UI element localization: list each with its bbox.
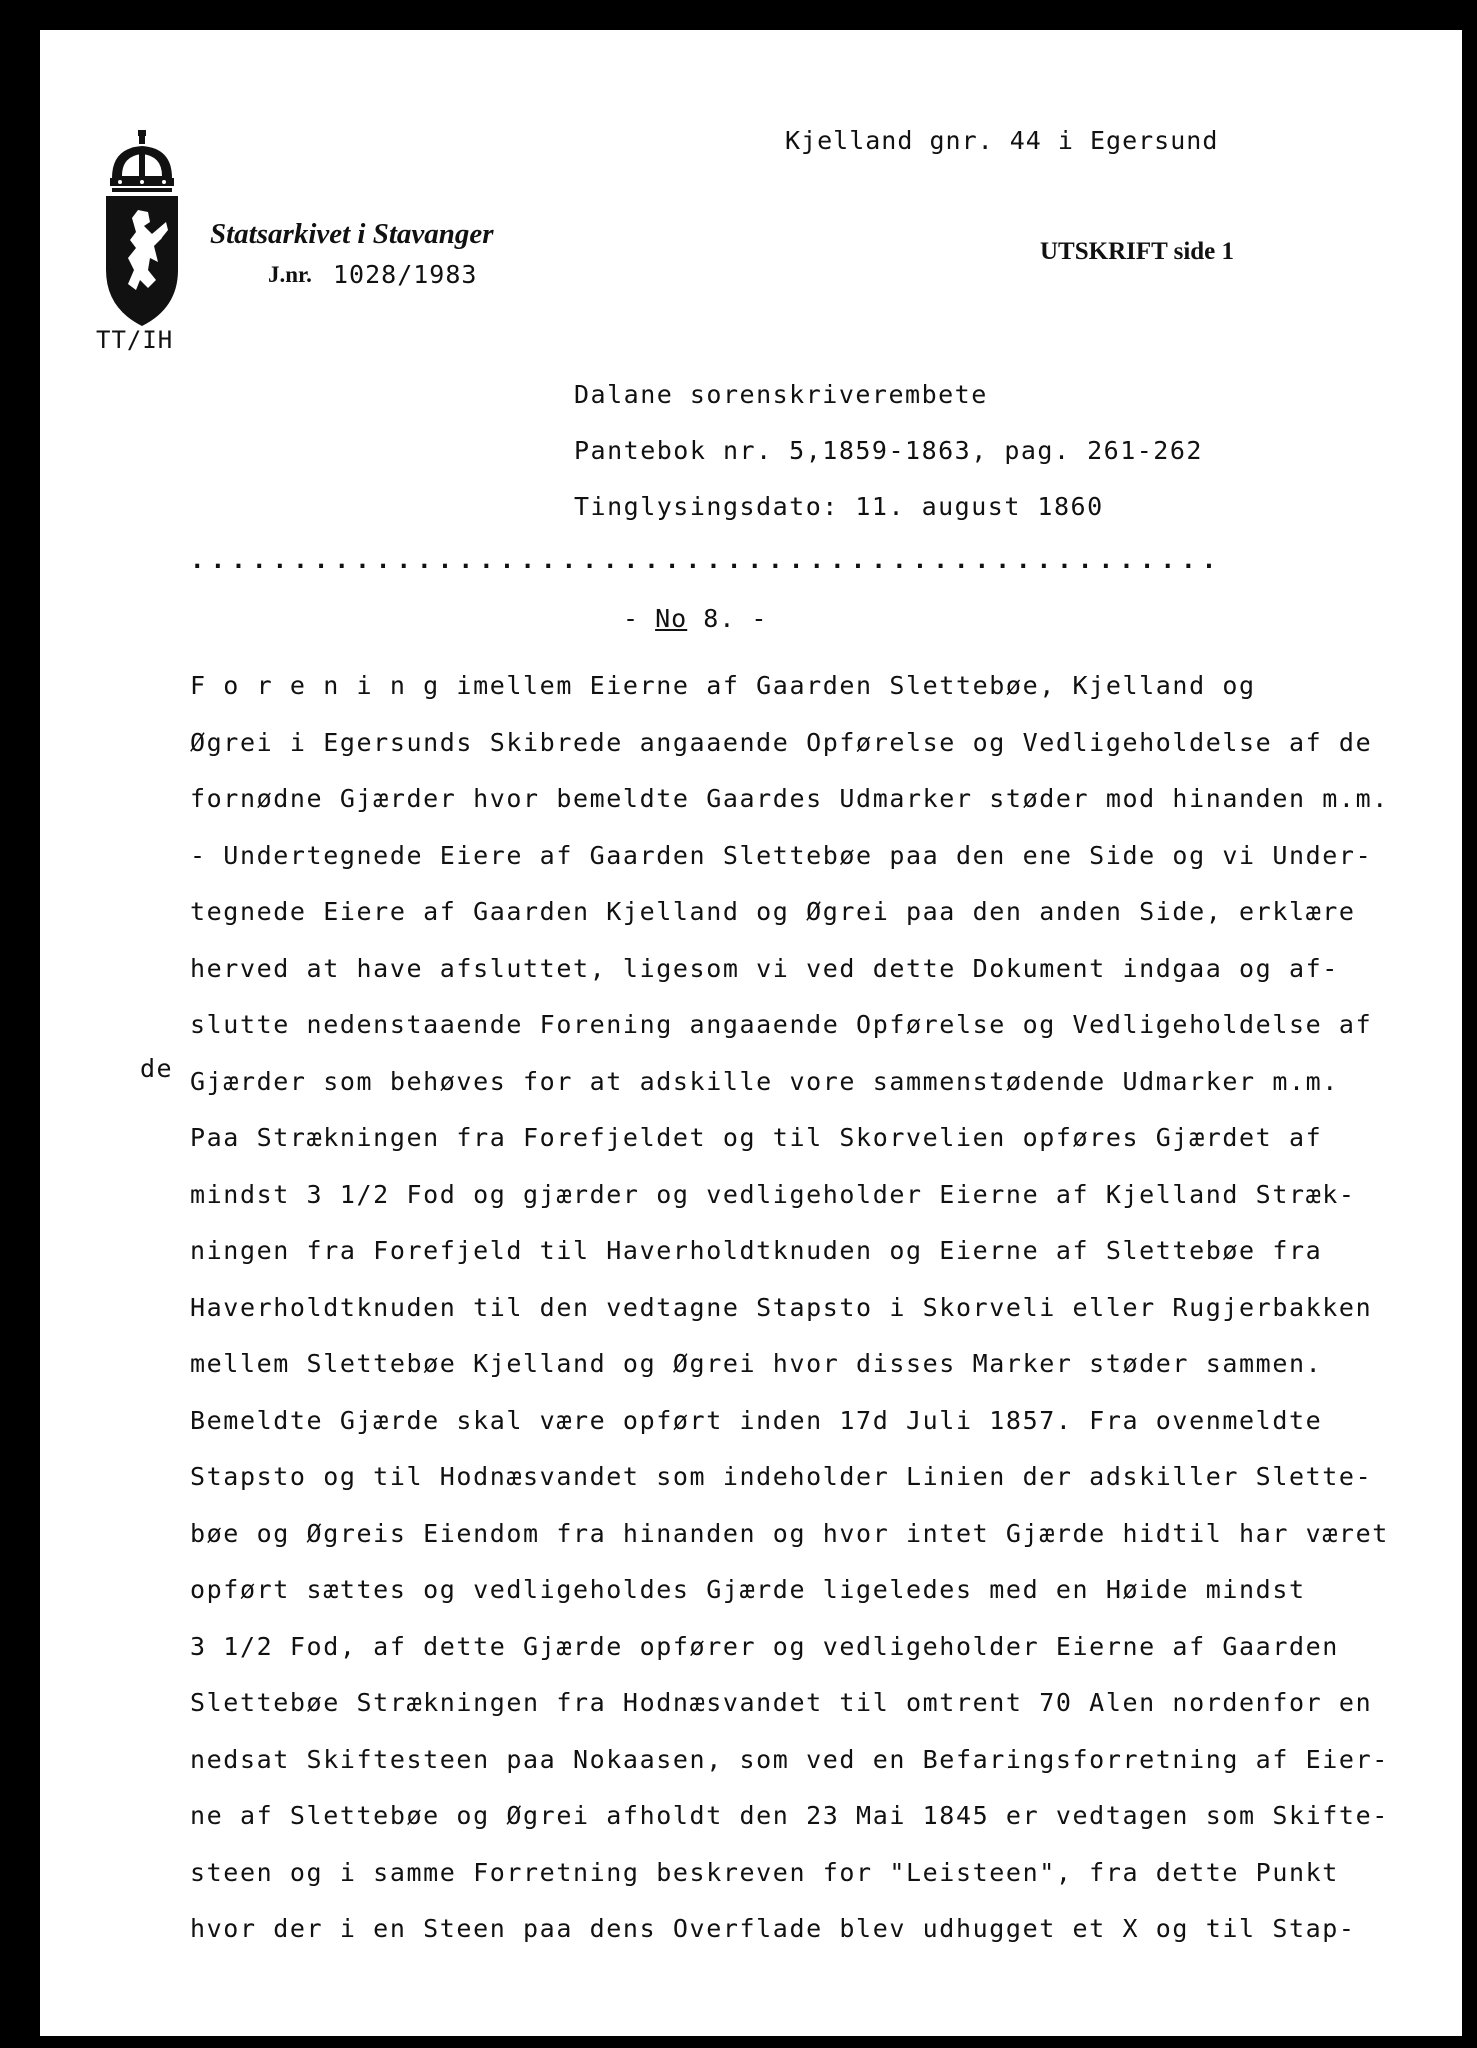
document-number-rest: 8. - — [687, 604, 768, 633]
body-line: Slettebøe Strækningen fra Hodnæsvandet til omtrent 70 Alen nordenfor en — [190, 1688, 1373, 1717]
body-line: Gjærder som behøves for at adskille vore sammenstødende Udmarker m.m. — [190, 1066, 1339, 1096]
document-body — [190, 658, 1389, 1958]
body-line: fornødne Gjærder hvor bemeldte Gaardes Udmarker støder mod hinanden m.m. — [190, 784, 1389, 813]
margin-note: de — [140, 1054, 174, 1083]
location-heading: Kjelland gnr. 44 i Egersund — [785, 126, 1219, 155]
body-line: ningen fra Forefjeld til Haverholdtknuden og Eierne af Slettebøe fra — [190, 1236, 1323, 1265]
document-number — [623, 604, 767, 633]
body-line: steen og i samme Forretning beskreven for "Leisteen", fra dette Punkt — [190, 1857, 1339, 1887]
body-line: ne af Slettebøe og Øgrei afholdt den 23 Mai 1845 er vedtagen som Skifte- — [190, 1801, 1389, 1830]
body-line: herved at have afsluttet, ligesom vi ved dette Dokument indgaa og af- — [190, 953, 1339, 983]
institution-name: Statsarkivet i Stavanger — [210, 218, 494, 250]
source-book: Pantebok nr. 5,1859-1863, pag. 261-262 — [574, 436, 1203, 465]
body-line: Paa Strækningen fra Forefjeldet og til Skorvelien opføres Gjærdet af — [190, 1123, 1323, 1152]
body-line: nedsat Skiftesteen paa Nokaasen, som ved en Befaringsforretning af Eier- — [190, 1744, 1389, 1774]
source-office: Dalane sorenskriverembete — [574, 380, 988, 409]
body-line: hvor der i en Steen paa dens Overflade blev udhugget et X og til Stap- — [190, 1914, 1356, 1943]
body-line: 3 1/2 Fod, af dette Gjærde opfører og vedligeholder Eierne af Gaarden — [190, 1631, 1339, 1661]
body-line: Bemeldte Gjærde skal være opført inden 17d Juli 1857. Fra ovenmeldte — [190, 1405, 1323, 1435]
document-page — [40, 30, 1462, 2036]
body-line: Øgrei i Egersunds Skibrede angaaende Opførelse og Vedligeholdelse af de — [190, 727, 1373, 757]
source-registration-date: Tinglysingsdato: 11. august 1860 — [574, 492, 1104, 521]
document-number-abbr: No — [655, 604, 688, 633]
body-line: Haverholdtknuden til den vedtagne Stapsto i Skorveli eller Rugjerbakken — [190, 1292, 1373, 1322]
body-line: F o r e n i n g imellem Eierne af Gaarden Slettebøe, Kjelland og — [190, 671, 1256, 700]
journal-number-value: 1028/1983 — [333, 260, 478, 289]
dotted-separator: .................................................. — [190, 546, 1223, 574]
body-line: opført sættes og vedligeholdes Gjærde ligeledes med en Høide mindst — [190, 1575, 1306, 1604]
norwegian-coat-of-arms-icon — [92, 130, 200, 340]
clerk-initials: TT/IH — [96, 326, 174, 354]
utskrift-page-label: UTSKRIFT side 1 — [1040, 238, 1235, 265]
body-line: Stapsto og til Hodnæsvandet som indeholder Linien der adskiller Slette- — [190, 1462, 1373, 1491]
journal-number-label: J.nr. — [268, 262, 312, 287]
document-number-prefix: - — [623, 604, 656, 633]
body-line: tegnede Eiere af Gaarden Kjelland og Øgrei paa den anden Side, erklære — [190, 897, 1356, 926]
body-line: - Undertegnede Eiere af Gaarden Slettebøe paa den ene Side og vi Under- — [190, 840, 1373, 870]
body-line: slutte nedenstaaende Forening angaaende Opførelse og Vedligeholdelse af — [190, 1010, 1373, 1039]
body-line: bøe og Øgreis Eiendom fra hinanden og hvor intet Gjærde hidtil har været — [190, 1518, 1389, 1548]
body-line: mellem Slettebøe Kjelland og Øgrei hvor disses Marker støder sammen. — [190, 1349, 1323, 1378]
body-line: mindst 3 1/2 Fod og gjærder og vedligeholder Eierne af Kjelland Stræk- — [190, 1179, 1356, 1209]
